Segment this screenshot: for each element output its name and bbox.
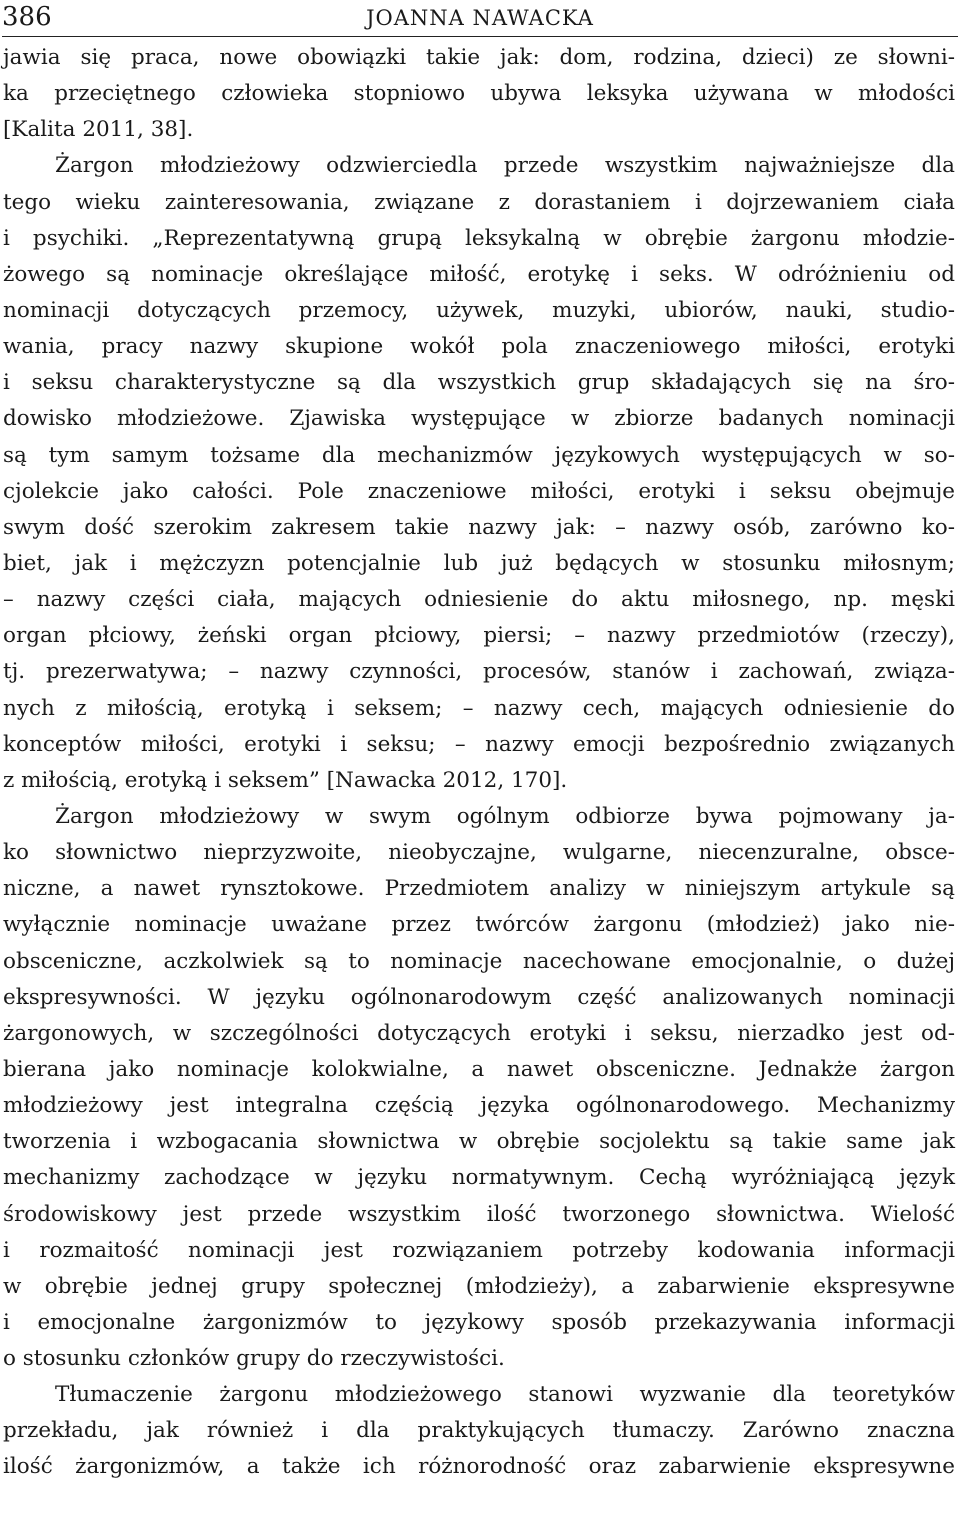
page-header (2, 0, 958, 37)
text-line: młodzieżowy jest integralna częścią języka ogólnonarodowego. Mechanizmy (3, 1093, 955, 1119)
text-line: organ płciowy, żeński organ płciowy, piersi; – nazwy przedmiotów (rzeczy), (3, 623, 955, 649)
text-line: o stosunku członków grupy do rzeczywistości. (3, 1346, 505, 1372)
text-line: nominacji dotyczących przemocy, używek, muzyki, ubiorów, nauki, studio- (3, 297, 955, 323)
text-line: tj. prezerwatywa; – nazwy czynności, procesów, stanów i zachowań, związa- (3, 659, 955, 685)
body-text (3, 40, 955, 1486)
text-line: cjolekcie jako całości. Pole znaczeniowe miłości, erotyki i seksu obejmuje (3, 478, 955, 504)
text-line: jawia się praca, nowe obowiązki takie jak: dom, rodzina, dzieci) ze słowni- (3, 45, 955, 70)
running-head: JOANNA NAWACKA (366, 6, 594, 30)
text-line: i seksu charakterystyczne są dla wszystkich grup składających się na śro- (3, 370, 955, 396)
text-line: wyłącznie nominacje uważane przez twórców żargonu (młodzież) jako nie- (3, 912, 955, 938)
text-line: Żargon młodzieżowy w swym ogólnym odbiorze bywa pojmowany ja- (55, 803, 955, 829)
text-line: w obrębie jednej grupy społecznej (młodzieży), a zabarwienie ekspresywne (3, 1273, 955, 1299)
text-line: konceptów miłości, erotyki i seksu; – nazwy emocji bezpośrednio związanych (3, 731, 955, 757)
page-number: 386 (2, 2, 52, 32)
text-line: dowisko młodzieżowe. Zjawiska występujące w zbiorze badanych nominacji (3, 406, 955, 432)
text-line: niczne, a nawet rynsztokowe. Przedmiotem analizy w niniejszym artykule są (3, 876, 955, 902)
text-line: bierana jako nominacje kolokwialne, a nawet obsceniczne. Jednakże żargon (3, 1056, 955, 1082)
text-line: ilość żargonizmów, a także ich różnorodność oraz zabarwienie ekspresywne (3, 1454, 955, 1480)
text-line: Żargon młodzieżowy odzwierciedla przede wszystkim najważniejsze dla (55, 153, 955, 179)
text-line: i emocjonalne żargonizmów to językowy sposób przekazywania informacji (3, 1309, 955, 1335)
text-line: ka przeciętnego człowieka stopniowo ubywa leksyka używana w młodości (3, 81, 955, 107)
text-line: nych z miłością, erotyką i seksem; – nazwy cech, mających odniesienie do (3, 695, 955, 721)
text-line: środowiskowy jest przede wszystkim ilość tworzonego słownictwa. Wielość (3, 1201, 955, 1227)
text-line: swym dość szerokim zakresem takie nazwy jak: – nazwy osób, zarówno ko- (3, 514, 955, 540)
text-line: są tym samym tożsame dla mechanizmów językowych występujących w so- (3, 442, 955, 468)
text-line: przekładu, jak również i dla praktykujących tłumaczy. Zarówno znaczna (3, 1418, 955, 1444)
text-line: i psychiki. „Reprezentatywną grupą leksykalną w obrębie żargonu młodzie- (3, 225, 955, 251)
text-line: wania, pracy nazwy skupione wokół pola znaczeniowego miłości, erotyki (3, 334, 955, 360)
text-line: obsceniczne, aczkolwiek są to nominacje nacechowane emocjonalnie, o dużej (3, 948, 955, 974)
text-line: z miłością, erotyką i seksem” [Nawacka 2012, 170]. (3, 767, 568, 793)
text-line: tworzenia i wzbogacania słownictwa w obrębie socjolektu są takie same jak (3, 1129, 955, 1155)
text-line: ekspresywności. W języku ogólnonarodowym część analizowanych nominacji (3, 984, 955, 1010)
text-line: – nazwy części ciała, mających odniesienie do aktu miłosnego, np. męski (3, 587, 955, 613)
text-line: mechanizmy zachodzące w języku normatywnym. Cechą wyróżniającą język (3, 1165, 955, 1191)
text-line: tego wieku zainteresowania, związane z dorastaniem i dojrzewaniem ciała (3, 189, 955, 215)
text-line: ko słownictwo nieprzyzwoite, nieobyczajne, wulgarne, niecenzuralne, obsce- (3, 840, 955, 866)
text-line: żargonowych, w szczególności dotyczących erotyki i seksu, nierzadko jest od- (3, 1020, 955, 1046)
text-line: żowego są nominacje określające miłość, erotykę i seks. W odróżnieniu od (3, 261, 955, 287)
text-line: biet, jak i mężczyzn potencjalnie lub już będących w stosunku miłosnym; (3, 550, 955, 576)
text-line: i rozmaitość nominacji jest rozwiązaniem potrzeby kodowania informacji (3, 1237, 955, 1263)
text-line: Tłumaczenie żargonu młodzieżowego stanowi wyzwanie dla teoretyków (55, 1382, 955, 1408)
text-line: [Kalita 2011, 38]. (3, 117, 194, 143)
